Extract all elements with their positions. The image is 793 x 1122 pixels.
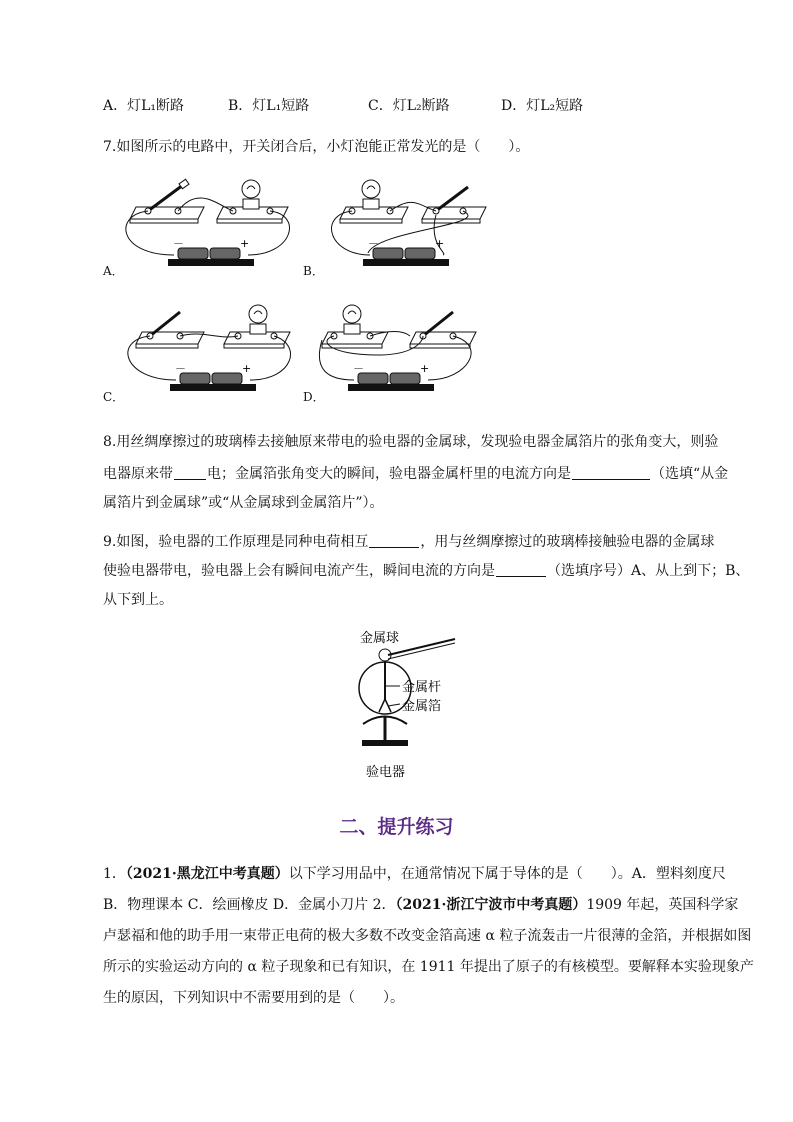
p2-line-4: 所示的实验运动方向的 α 粒子现象和已有知识，在 1911 年提出了原子的有核模型。要解释本实验现象产 [103, 959, 754, 975]
electroscope-caption: 验电器 [366, 765, 406, 780]
p2-line-3: 卢瑟福和他的助手用一束带正电荷的极大多数不改变金箔高速 α 粒子流轰击一片很薄的金箔，并根据如图 [103, 928, 752, 944]
q9-line-1 [103, 532, 714, 552]
q8-blank-2 [572, 465, 650, 480]
p2-line-1b: 以下学习用品中，在通常情况下属于导体的是（ ）。A．塑料刻度尺 [288, 866, 726, 882]
q9-line-3: 从下到上。 [103, 592, 173, 608]
circuit-a-figure [118, 175, 293, 270]
q7-question: 7.如图所示的电路中，开关闭合后，小灯泡能正常发光的是（ ）。 [103, 139, 530, 155]
battery-plus-label: + [420, 362, 430, 375]
q6-option-a: A．灯L₁断路 [103, 98, 185, 114]
p2-line-1a: 1． [103, 866, 126, 882]
battery-minus-label: － [353, 362, 364, 375]
circuit-a-label: A． [103, 264, 124, 278]
p2-line-5: 生的原因，下列知识中不需要用到的是（ ）。 [103, 990, 404, 1006]
p2-line-1 [103, 864, 726, 884]
electroscope-ball-label: 金属球 [360, 631, 400, 646]
q9-line-2a: 使验电器带电，验电器上会有瞬间电流产生，瞬间电流的方向是 [103, 563, 495, 579]
q8-line-2b: 电；金属箔张角变大的瞬间，验电器金属杆里的电流方向是 [207, 466, 571, 482]
circuit-c-figure [118, 300, 293, 395]
q9-line-2b: （选填序号）A、从上到下；B、 [547, 563, 750, 579]
battery-minus-label: － [173, 237, 184, 250]
q8-line-2a: 电器原来带 [103, 466, 173, 482]
electroscope-rod-label: 金属杆 [402, 680, 442, 695]
p2-line-2 [103, 895, 738, 915]
q6-option-d: D．灯L₂短路 [501, 98, 584, 114]
circuit-b-figure [318, 175, 493, 270]
q9-blank-2 [496, 562, 546, 577]
electroscope-foil-label: 金属箔 [402, 699, 442, 714]
circuit-b-label: B． [303, 264, 324, 278]
p2-line-2b: 1909 年起，英国科学家 [586, 897, 739, 913]
p2-source-1: （2021·黑龙江中考真题） [125, 866, 289, 882]
p2-line-2a: B．物理课本 C．绘画橡皮 D．金属小刀片 2． [103, 897, 396, 913]
battery-minus-label: － [368, 237, 379, 250]
q9-line-1b: ，用与丝绸摩擦过的玻璃棒接触验电器的金属球 [420, 534, 715, 550]
battery-plus-label: + [435, 237, 445, 250]
q9-line-2 [103, 561, 749, 581]
battery-plus-label: + [242, 362, 252, 375]
q8-line-3: 属箔片到金属球”或“从金属球到金属箔片”）。 [103, 495, 384, 511]
section-title: 二、提升练习 [339, 816, 454, 838]
q8-line-2c: （选填“从金 [651, 466, 729, 482]
circuit-d-figure [318, 300, 493, 395]
circuit-d-label: D． [303, 390, 325, 404]
q6-option-b: B．灯L₁短路 [228, 98, 310, 114]
q8-blank-1 [174, 465, 206, 480]
battery-minus-label: － [175, 362, 186, 375]
q6-options [103, 96, 703, 116]
p2-source-2: （2021·浙江宁波市中考真题） [395, 897, 587, 913]
electroscope-figure [330, 624, 490, 784]
q8-line-1: 8.用丝绸摩擦过的玻璃棒去接触原来带电的验电器的金属球，发现验电器金属箔片的张角变大，则验 [103, 434, 719, 450]
battery-plus-label: + [240, 237, 250, 250]
q6-option-c: C．灯L₂断路 [368, 98, 450, 114]
q9-blank-1 [369, 533, 419, 548]
q8-line-2 [103, 464, 728, 484]
circuit-c-label: C． [103, 390, 125, 404]
q9-line-1a: 9.如图，验电器的工作原理是同种电荷相互 [103, 534, 369, 550]
